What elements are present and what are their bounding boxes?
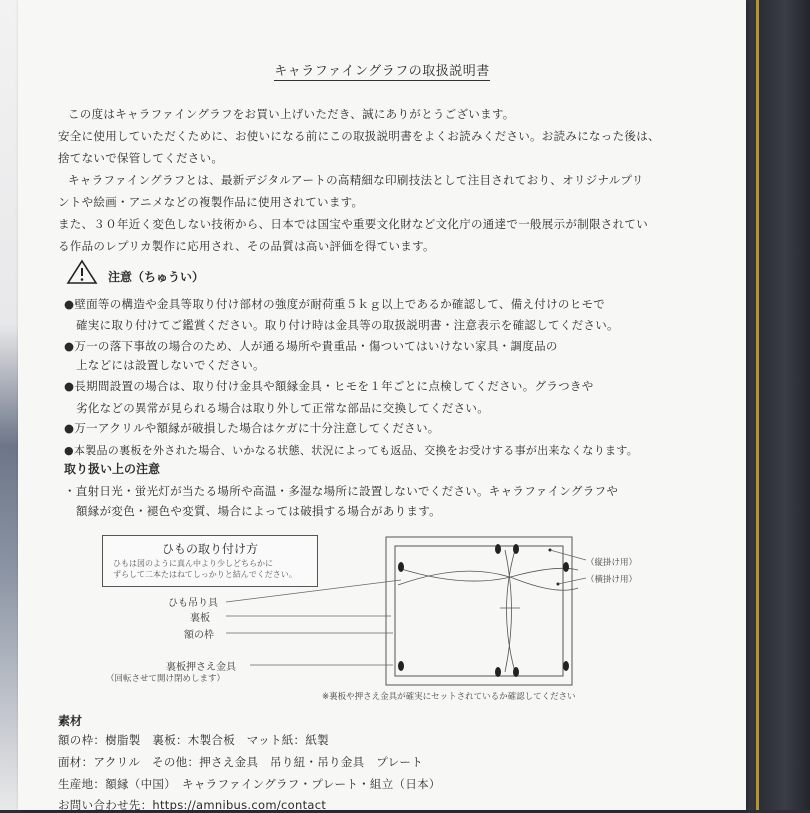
- caution-line: ●壁面等の構造や金具等取り付け部材の強度が耐荷重５ｋｇ以上であるか確認して、備え付けのヒモで: [64, 297, 606, 311]
- label-retaining-clip-note: （回転させて開け閉めします）: [106, 674, 226, 684]
- intro-line: 安全に使用していただくために、お使いになる前にこの取扱説明書をよくお読みください。お読みになった後は、: [58, 129, 660, 143]
- caution-line: ●万一の落下事故の場合のため、人が通る場所や貴重品・傷ついてはいけない家具・調度品の: [64, 339, 558, 353]
- intro-line: また、３０年近く変色しない技術から、日本では国宝や重要文化財など文化庁の通達で一般展示が制限されてい: [58, 217, 648, 231]
- label-back-board: 裏板: [190, 613, 210, 624]
- caution-title: 注意（ちゅうい）: [108, 270, 205, 284]
- label-retaining-clip: 裏板押さえ金具: [166, 662, 236, 673]
- label-string-hanger: ひも吊り具: [168, 598, 218, 609]
- caution-line: ●長期間設置の場合は、取り付け金具や額縁金具・ヒモを１年ごとに点検してください。グラつきや: [64, 379, 594, 393]
- material-title: 素材: [58, 714, 83, 728]
- caution-line: ●万一アクリルや額縁が破損した場合はケガに十分注意してください。: [64, 421, 440, 435]
- label-horizontal: （横掛け用）: [586, 575, 638, 585]
- intro-line: この度はキャラファイングラフをお買い上げいただき、誠にありがとうございます。: [68, 107, 515, 121]
- intro-line: ントや絵画・アニメなどの複製作品に使用されています。: [58, 195, 364, 209]
- material-line: 生産地：額縁（中国） キャラファイングラフ・プレート・組立（日本）: [58, 777, 441, 791]
- frame-diagram: [18, 0, 746, 810]
- diagram-footnote: ※裏板や押さえ金具が確実にセットされているか確認してください: [322, 692, 576, 702]
- intro-line: キャラファイングラフとは、最新デジタルアートの高精細な印刷技法として注目されており、オリジナルプリ: [68, 173, 644, 187]
- box-note: ひもは図のように真ん中より少しどちらかに: [113, 559, 273, 568]
- caution-line: 劣化などの異常が見られる場合は取り外して正常な部品に交換してください。: [76, 401, 489, 415]
- label-frame: 額の枠: [184, 630, 214, 641]
- contact-line: お問い合わせ先：https://amnibus.com/contact: [58, 798, 327, 812]
- frame-gold-edge: [756, 0, 759, 810]
- handling-title: 取り扱い上の注意: [64, 462, 161, 476]
- material-line: 額の枠：樹脂製 裏板：木製合板 マット紙：紙製: [58, 733, 329, 747]
- label-vertical: （縦掛け用）: [586, 558, 638, 568]
- caution-line: ●本製品の裏板を外された場合、いかなる状態、状況によっても返品、交換をお受けする事が出来なくなります。: [64, 444, 639, 457]
- box-note: ずらして二本たはねてしっかりと結んでください。: [113, 570, 297, 579]
- handling-line: ・直射日光・蛍光灯が当たる場所や高温・多湿な場所に設置しないでください。キャラファイングラフや: [64, 484, 619, 498]
- caution-line: 確実に取り付けてご鑑賞ください。取り付け時は金具等の取扱説明書・注意表示を確認してください。: [76, 318, 619, 332]
- caution-line: 上などには設置しないでください。: [76, 358, 265, 372]
- intro-line: 捨てないで保管してください。: [58, 151, 224, 165]
- intro-line: る作品のレプリカ製作に応用され、その品質は高い評価を得ています。: [58, 239, 435, 253]
- handling-line: 額縁が変色・褪色や変質、場合によっては破損する場合があります。: [76, 504, 441, 518]
- document-title: キャラファイングラフの取扱説明書: [274, 64, 490, 79]
- material-line: 面材：アクリル その他：押さえ金具 吊り紐・吊り金具 プレート: [58, 755, 423, 769]
- instruction-sheet: [18, 0, 746, 810]
- box-title: ひもの取り付け方: [161, 542, 258, 556]
